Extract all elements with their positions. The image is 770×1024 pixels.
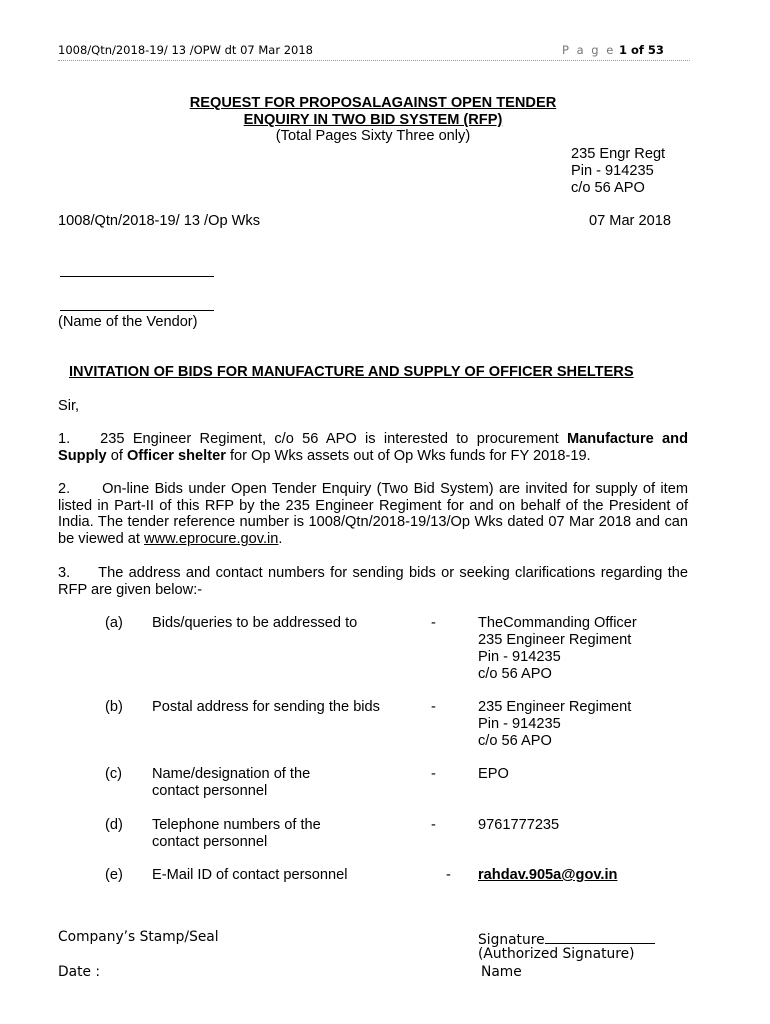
- contact-b-label: (b): [105, 699, 123, 715]
- reference-number: 1008/Qtn/2018-19/ 13 /Op Wks: [58, 213, 260, 229]
- title-line-3: (Total Pages Sixty Three only): [275, 128, 471, 144]
- paragraph-2-text: On-line Bids under Open Tender Enquiry (Two Bid System) are invited for supply of item listed in Part-II of this RFP by the 235 Engineer Regiment for and on behalf of the President of India. The tender reference number is 1008/Qtn/2018-19/13/Op Wks dated 07 Mar 2018 and can be viewed at: [58, 481, 688, 548]
- vendor-blank-line-2: [60, 310, 214, 311]
- paragraph-2: [58, 481, 688, 548]
- contact-a-value-1: TheCommanding Officer: [478, 615, 637, 631]
- name-label: Name: [481, 964, 522, 980]
- contact-e-label: (e): [105, 867, 123, 883]
- vendor-label: (Name of the Vendor): [58, 314, 198, 330]
- eprocure-link[interactable]: www.eprocure.gov.in: [144, 531, 279, 548]
- paragraph-1-text-b: of: [106, 447, 127, 464]
- date-label: Date :: [58, 964, 101, 980]
- paragraph-3: [58, 565, 688, 598]
- contact-a-value-4: c/o 56 APO: [478, 666, 552, 682]
- contact-c-desc-2: contact personnel: [152, 783, 268, 799]
- contact-c-desc-1: Name/designation of the: [152, 766, 311, 782]
- company-stamp-label: Company’s Stamp/Seal: [58, 929, 219, 945]
- paragraph-1-number: 1.: [58, 431, 71, 447]
- sender-address-line-2: Pin - 914235: [571, 163, 654, 179]
- contact-a-value-3: Pin - 914235: [478, 649, 561, 665]
- paragraph-1-text-c: for Op Wks assets out of Op Wks funds for FY 2018-19.: [225, 447, 591, 464]
- contact-e-desc: E-Mail ID of contact personnel: [152, 867, 348, 883]
- contact-a-desc: Bids/queries to be addressed to: [152, 615, 358, 631]
- paragraph-2-end: .: [278, 531, 283, 548]
- contact-d-desc-2: contact personnel: [152, 834, 268, 850]
- paragraph-3-text: The address and contact numbers for sending bids or seeking clarifications regarding the RFP are given below:-: [58, 565, 688, 598]
- header-page-word: P a g e: [562, 43, 616, 57]
- contact-d-label: (d): [105, 817, 123, 833]
- contact-b-value-1: 235 Engineer Regiment: [478, 699, 632, 715]
- contact-b-dash: -: [431, 699, 436, 715]
- contact-a-value-2: 235 Engineer Regiment: [478, 632, 632, 648]
- contact-a-dash: -: [431, 615, 436, 631]
- authorized-signature-label: (Authorized Signature): [478, 946, 635, 962]
- contact-b-desc: Postal address for sending the bids: [152, 699, 380, 715]
- paragraph-1-bold-a: Manufacture and Supply: [58, 431, 688, 464]
- contact-a-label: (a): [105, 615, 123, 631]
- contact-d-value: 9761777235: [478, 817, 560, 833]
- title-line-1: REQUEST FOR PROPOSALAGAINST OPEN TENDER: [189, 95, 557, 111]
- sender-address-line-1: 235 Engr Regt: [571, 146, 666, 162]
- contact-d-dash: -: [431, 817, 436, 833]
- paragraph-1: [58, 431, 688, 464]
- salutation: Sir,: [58, 398, 80, 414]
- contact-b-value-2: Pin - 914235: [478, 716, 561, 732]
- header-reference: 1008/Qtn/2018-19/ 13 /OPW dt 07 Mar 2018: [58, 43, 313, 57]
- contact-c-dash: -: [431, 766, 436, 782]
- paragraph-1-text-a: 235 Engineer Regiment, c/o 56 APO is interested to procurement: [100, 431, 567, 447]
- contact-d-desc-1: Telephone numbers of the: [152, 817, 321, 833]
- contact-b-value-3: c/o 56 APO: [478, 733, 552, 749]
- contact-e-dash: -: [446, 867, 451, 883]
- reference-date: 07 Mar 2018: [589, 213, 671, 229]
- sender-address-line-3: c/o 56 APO: [571, 180, 645, 196]
- paragraph-3-number: 3.: [58, 565, 71, 581]
- signature-blank-line: [545, 929, 655, 944]
- signature-label: Signature: [478, 932, 545, 948]
- contact-c-value: EPO: [478, 766, 509, 782]
- header-divider: [58, 60, 690, 61]
- vendor-blank-line-1: [60, 276, 214, 277]
- header-page-count: 1 of 53: [618, 43, 664, 57]
- header-page-number: [562, 43, 664, 57]
- title-line-2: ENQUIRY IN TWO BID SYSTEM (RFP): [243, 112, 503, 128]
- contact-email-link[interactable]: rahdav.905a@gov.in: [478, 867, 618, 883]
- contact-c-label: (c): [105, 766, 123, 782]
- paragraph-1-bold-b: Officer shelter: [126, 447, 226, 464]
- subject-heading: INVITATION OF BIDS FOR MANUFACTURE AND SUPPLY OF OFFICER SHELTERS: [69, 364, 634, 380]
- paragraph-2-number: 2.: [58, 481, 71, 497]
